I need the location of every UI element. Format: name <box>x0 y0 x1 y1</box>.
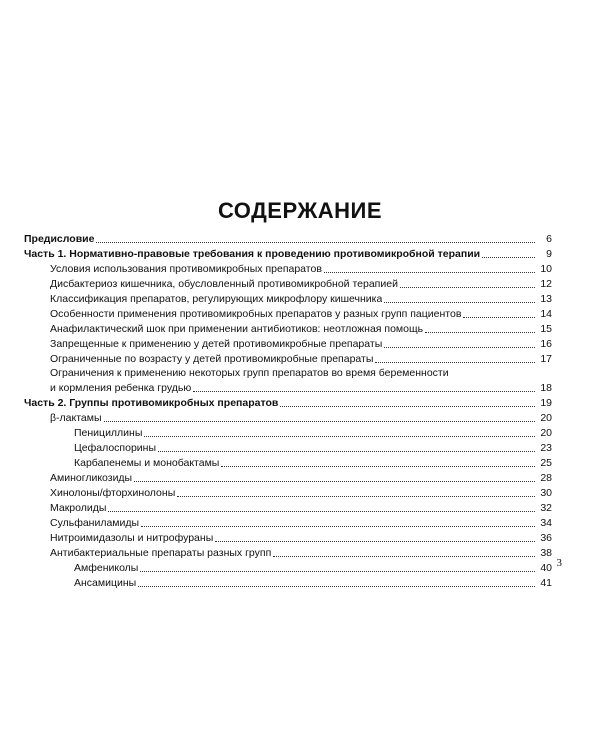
toc-entry-title: Цефалоспорины <box>74 442 156 454</box>
toc-entry-page: 14 <box>540 307 552 320</box>
toc-entry-page: 38 <box>540 547 552 559</box>
toc-entry-page: 23 <box>540 442 552 454</box>
dot-leader <box>177 485 535 497</box>
table-of-contents <box>24 231 552 590</box>
toc-entry[interactable] <box>24 276 552 291</box>
toc-entry-preface[interactable] <box>24 231 552 246</box>
toc-entry-title-line-1[interactable]: Ограничения к применению некоторых групп препаратов во время беременности <box>50 367 449 379</box>
toc-entry-title: Амфениколы <box>74 562 139 574</box>
dot-leader <box>425 321 535 333</box>
toc-entry[interactable] <box>24 515 552 530</box>
dot-leader <box>482 246 535 258</box>
toc-entry-page: 15 <box>540 322 552 335</box>
dot-leader <box>215 530 535 542</box>
toc-entry-page: 41 <box>540 577 552 589</box>
toc-entry-title: Дисбактериоз кишечника, обусловленный противомикробной терапией <box>50 277 398 290</box>
toc-entry-title: Ограниченные по возрасту у детей противомикробные препараты <box>50 352 374 365</box>
toc-entry-title: Часть 1. Нормативно-правовые требования к проведению противомикробной терапии <box>24 247 481 260</box>
toc-entry-title: Ансамицины <box>74 577 137 589</box>
toc-entry[interactable] <box>24 410 552 425</box>
toc-entry-page: 12 <box>540 277 552 290</box>
toc-entry[interactable] <box>24 351 552 366</box>
toc-entry-page: 16 <box>540 337 552 350</box>
dot-leader <box>384 291 535 303</box>
toc-entry-title: β-лактамы <box>50 412 102 424</box>
dot-leader <box>141 515 535 527</box>
toc-entry-page: 20 <box>540 412 552 424</box>
dot-leader <box>96 231 535 243</box>
toc-entry[interactable] <box>24 291 552 306</box>
page-title: СОДЕРЖАНИЕ <box>217 198 383 223</box>
toc-entry-page: 25 <box>540 457 552 469</box>
toc-entry-page: 10 <box>540 262 552 275</box>
toc-entry[interactable] <box>24 425 552 440</box>
dot-leader <box>104 410 535 422</box>
toc-entry[interactable] <box>24 560 552 575</box>
toc-entry-title: Условия использования противомикробных препаратов <box>50 262 322 275</box>
dot-leader <box>221 455 535 467</box>
toc-entry[interactable] <box>24 545 552 560</box>
dot-leader <box>193 380 535 392</box>
toc-entry-title: Аминогликозиды <box>50 472 133 484</box>
dot-leader <box>144 425 535 437</box>
toc-entry-page: 19 <box>540 397 552 409</box>
toc-entry[interactable] <box>24 455 552 470</box>
toc-entry-title: Особенности применения противомикробных препаратов у разных групп пациентов <box>50 307 462 320</box>
dot-leader <box>375 351 535 363</box>
toc-entry-page: 28 <box>540 472 552 484</box>
dot-leader <box>273 545 535 557</box>
toc-entry-page: 30 <box>540 487 552 499</box>
toc-entry-title: Макролиды <box>50 502 107 514</box>
toc-entry-page: 36 <box>540 532 552 544</box>
page-number: 3 <box>556 557 562 569</box>
toc-entry[interactable] <box>24 470 552 485</box>
dot-leader <box>138 575 535 587</box>
toc-entry[interactable] <box>24 500 552 515</box>
dot-leader <box>158 440 535 452</box>
dot-leader <box>108 500 535 512</box>
toc-entry-title: Часть 2. Группы противомикробных препаратов <box>24 397 279 409</box>
toc-entry[interactable] <box>24 440 552 455</box>
dot-leader <box>324 261 535 273</box>
toc-entry-title: Антибактериальные препараты разных групп <box>50 547 272 559</box>
toc-entry-page: 9 <box>546 247 552 260</box>
toc-entry-part-2[interactable] <box>24 395 552 410</box>
dot-leader <box>140 560 535 572</box>
toc-entry-title-line-2: и кормления ребенка грудью <box>50 382 192 394</box>
dot-leader <box>134 470 535 482</box>
toc-entry-title: Карбапенемы и монобактамы <box>74 457 220 469</box>
dot-leader <box>463 306 535 318</box>
toc-entry-page: 32 <box>540 502 552 514</box>
toc-entry-part-1[interactable] <box>24 246 552 261</box>
toc-entry-page: 40 <box>540 562 552 574</box>
toc-entry[interactable] <box>24 530 552 545</box>
dot-leader <box>280 395 535 407</box>
toc-entry[interactable] <box>24 336 552 351</box>
toc-entry[interactable] <box>24 575 552 590</box>
toc-entry[interactable] <box>24 485 552 500</box>
toc-entry-title: Нитроимидазолы и нитрофураны <box>50 532 214 544</box>
toc-entry-title: Предисловие <box>24 232 95 245</box>
toc-entry-title: Запрещенные к применению у детей противомикробные препараты <box>50 337 383 350</box>
toc-entry[interactable] <box>24 321 552 336</box>
toc-entry[interactable] <box>24 261 552 276</box>
dot-leader <box>400 276 535 288</box>
dot-leader <box>384 336 535 348</box>
toc-entry-page: 13 <box>540 292 552 305</box>
toc-entry-page: 34 <box>540 517 552 529</box>
toc-entry-title: Пенициллины <box>74 427 143 439</box>
toc-entry-title: Сульфаниламиды <box>50 517 140 529</box>
toc-entry-page: 17 <box>540 352 552 365</box>
toc-entry-page: 18 <box>540 382 552 394</box>
toc-entry[interactable] <box>24 380 552 395</box>
toc-entry-title: Классификация препаратов, регулирующих микрофлору кишечника <box>50 292 383 305</box>
toc-entry-page: 20 <box>540 427 552 439</box>
toc-entry-page: 6 <box>546 232 552 245</box>
toc-entry-title: Хинолоны/фторхинолоны <box>50 487 176 499</box>
toc-entry-title: Анафилактический шок при применении антибиотиков: неотложная помощь <box>50 322 424 335</box>
toc-entry[interactable] <box>24 306 552 321</box>
